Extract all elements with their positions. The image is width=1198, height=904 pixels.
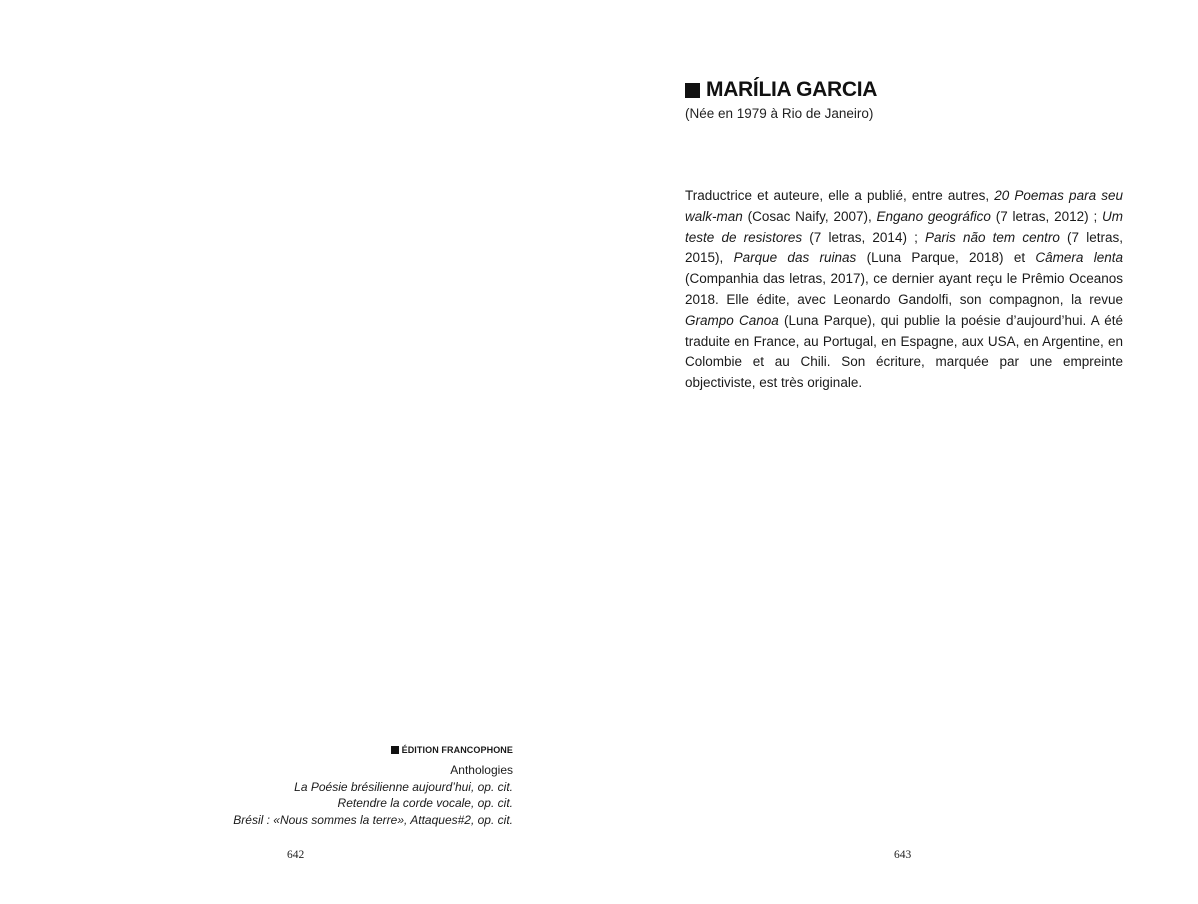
edition-entry-journal: Attaques#2 [410, 812, 471, 827]
author-bio [685, 186, 1123, 394]
page-number-left: 642 [287, 849, 305, 861]
edition-francophone-block [113, 744, 513, 828]
edition-heading-text: ÉDITION FRANCOPHONE [401, 745, 513, 755]
bio-text: (Companhia das letras, 2017), ce dernier ayant reçu le Prêmio Oceanos 2018. Elle édite, avec Leonardo Gandolfi, son compagnon, la revue [685, 271, 1123, 307]
bio-text: (Luna Parque), qui publie la poésie d’aujourd’hui. A été traduite en France, au Portugal, en Espagne, aux USA, en Argentine, en Colombie et au Chili. Son écriture, marquée par une empreinte objectiviste, est très originale. [685, 312, 1123, 391]
edition-entry-title: Retendre la corde vocale [337, 796, 471, 810]
bio-text: (Cosac Naify, 2007), [742, 208, 877, 224]
bio-text: (7 letras, 2014) ; [802, 229, 926, 245]
edition-entry-ref: , op. cit. [470, 812, 513, 827]
edition-entry-sep: , [404, 812, 411, 827]
book-title: Câmera lenta [1035, 250, 1123, 266]
author-name-text: MARÍLIA GARCIA [706, 78, 878, 101]
square-bullet-icon [685, 83, 700, 98]
book-title: Engano geográfico [876, 208, 991, 224]
author-name [685, 76, 1125, 104]
edition-entry-title: La Poésie brésilienne aujourd’hui [294, 779, 471, 794]
edition-entry-ref: , op. cit. [470, 796, 513, 810]
author-birth: (Née en 1979 à Rio de Janeiro) [685, 106, 874, 121]
bio-text: Traductrice et auteure, elle a publié, entre autres, [685, 188, 995, 203]
journal-title: Grampo Canoa [685, 312, 779, 328]
book-title: Parque das ruinas [733, 250, 857, 266]
author-header [685, 76, 1125, 123]
right-page [599, 0, 1198, 904]
book-title: 20 Poemas para seu walk-man [685, 188, 1123, 224]
edition-entry [113, 812, 513, 829]
edition-entry [113, 795, 513, 812]
book-title: Paris não tem centro [925, 229, 1060, 245]
edition-entry [113, 779, 513, 796]
edition-heading [113, 744, 513, 756]
book-title: Um teste de resistores [685, 208, 1123, 245]
bio-text: (7 letras, 2012) ; [990, 208, 1102, 224]
edition-entry-ref: , op. cit. [470, 779, 513, 794]
bio-text: (Luna Parque, 2018) et [856, 250, 1036, 266]
edition-entry-title: Brésil : «Nous sommes la terre» [233, 812, 405, 827]
page-number-right: 643 [894, 849, 912, 861]
edition-section-label: Anthologies [450, 763, 513, 777]
square-bullet-icon [391, 746, 399, 754]
bio-text: (7 letras, 2015), [685, 229, 1123, 266]
